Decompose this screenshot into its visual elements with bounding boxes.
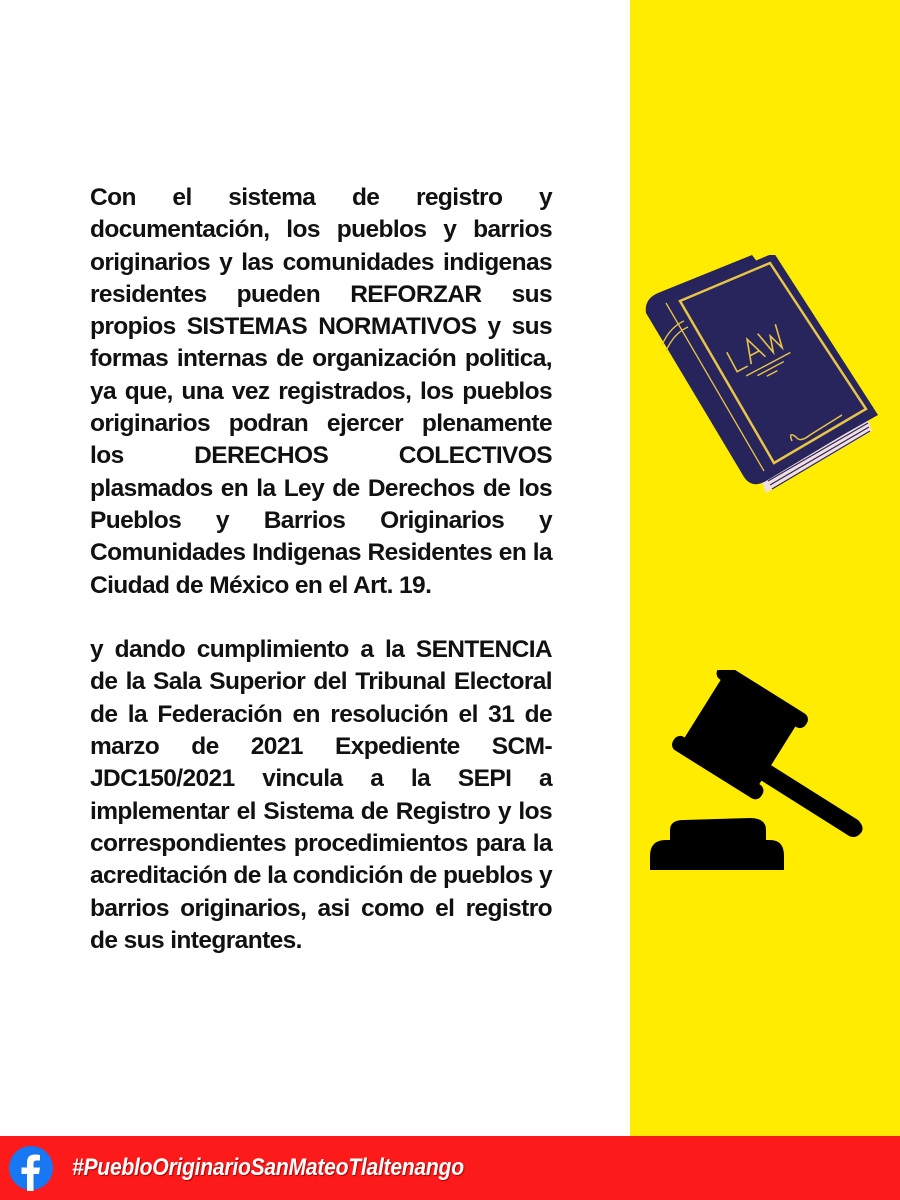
paragraph-sentencia: y dando cumplimiento a la SENTENCIA de la Sala Superior del Tribunal Electoral de la Federación en resolución el 31 de marzo de 2021 Expediente SCM-JDC150/2021 vincula a la SEPI a implementar el Sistema de Registro y los correspondientes procedimientos para la acreditación de la condición de pueblos y barrios originarios, asi como el registro de sus integrantes.	[90, 636, 552, 954]
hashtag-link[interactable]: #PuebloOriginarioSanMateoTlaltenango	[72, 1154, 464, 1181]
main-text	[90, 182, 552, 957]
gavel-icon	[640, 670, 880, 880]
footer-bar	[0, 1136, 900, 1200]
yellow-accent-panel	[630, 0, 900, 1136]
facebook-icon[interactable]	[8, 1145, 54, 1191]
paragraph-registro: Con el sistema de registro y documentación, los pueblos y barrios originarios y las comunidades indigenas residentes pueden REFORZAR sus propios SISTEMAS NORMATIVOS y sus formas internas de organización politica, ya que, una vez registrados, los pueblos originarios podran ejercer plenamente los DERECHOS COLECTIVOS plasmados en la Ley de Derechos de los Pueblos y Barrios Originarios y Comunidades Indigenas Residentes en la Ciudad de México en el Art. 19.	[90, 184, 552, 599]
law-book-icon	[640, 255, 880, 495]
